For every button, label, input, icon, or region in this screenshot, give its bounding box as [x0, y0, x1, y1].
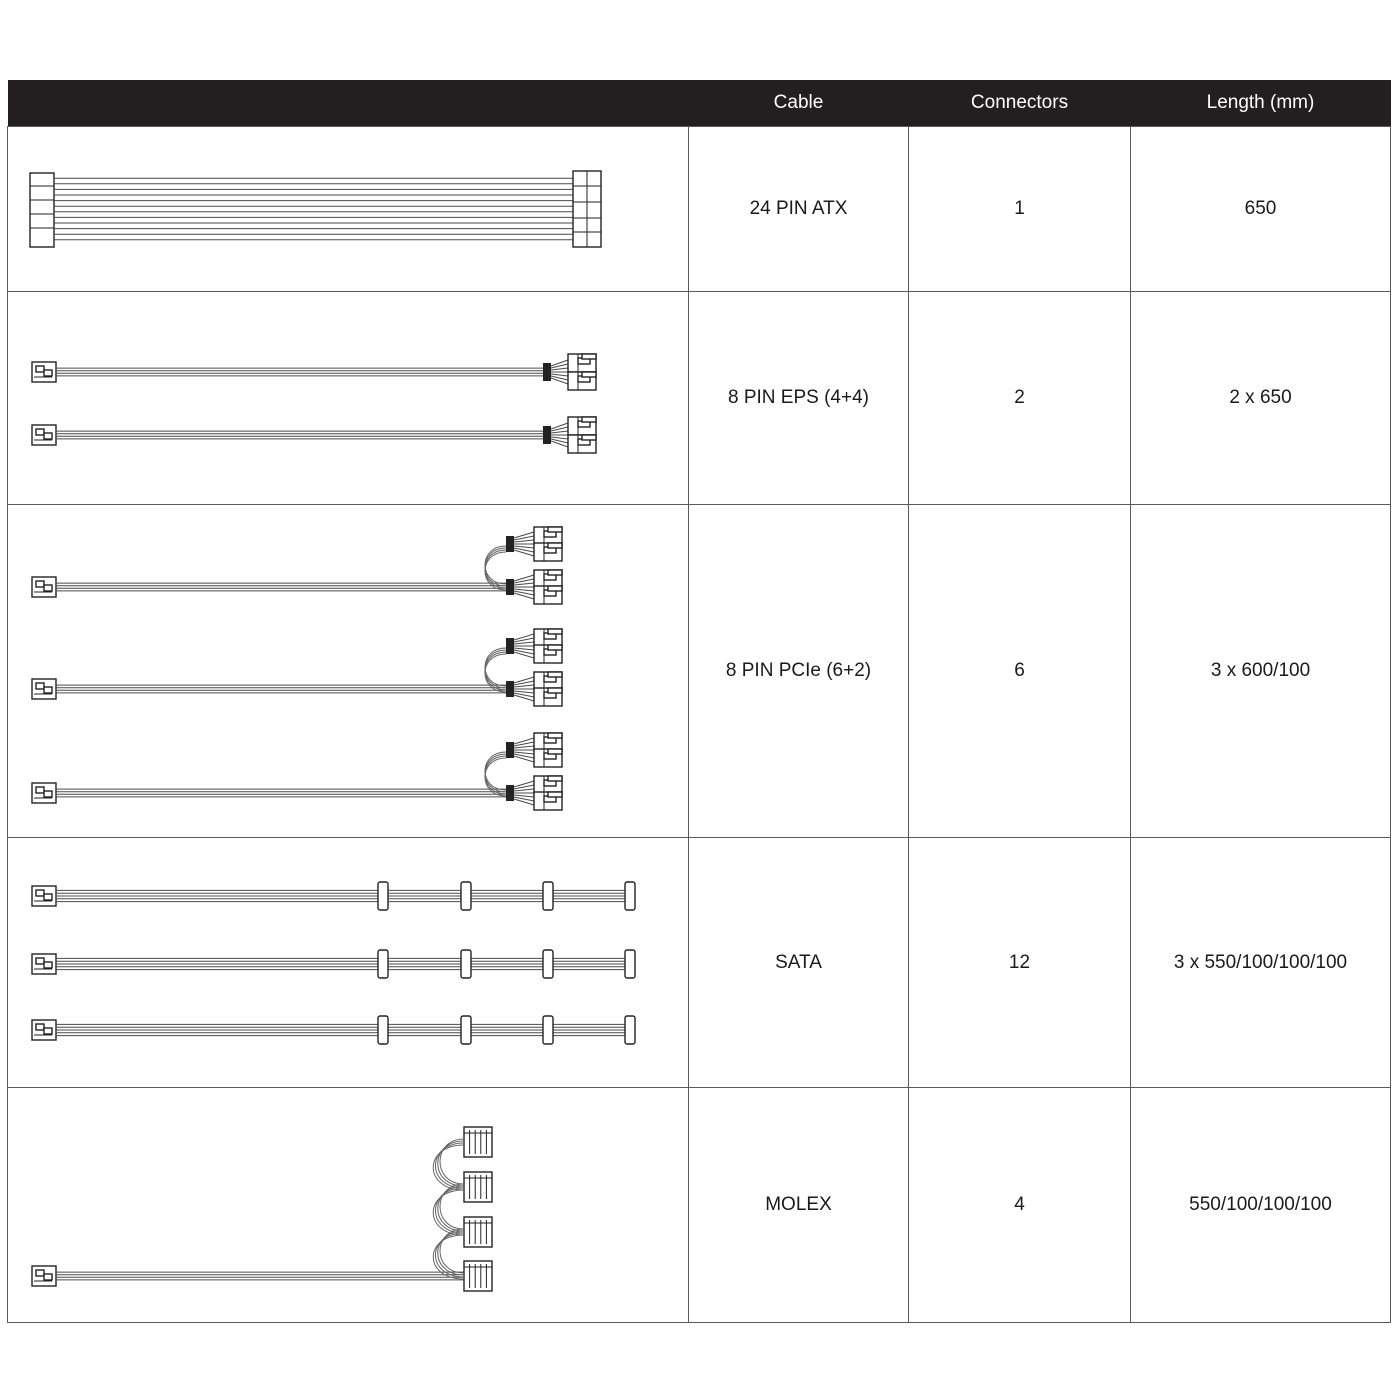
cable-image-cell — [8, 292, 689, 505]
cable-image-cell — [8, 1088, 689, 1323]
header-cable: Cable — [689, 80, 909, 127]
cable-length: 550/100/100/100 — [1131, 1088, 1391, 1323]
cable-name: 8 PIN PCIe (6+2) — [689, 505, 909, 838]
cable-name: MOLEX — [689, 1088, 909, 1323]
table-row — [8, 127, 1391, 292]
atx-24pin-cable-icon — [8, 128, 689, 291]
cable-name: 8 PIN EPS (4+4) — [689, 292, 909, 505]
table-row — [8, 292, 1391, 505]
cable-image-cell — [8, 838, 689, 1088]
cable-length: 2 x 650 — [1131, 292, 1391, 505]
table-header-row — [8, 80, 1391, 127]
eps-8pin-cable-icon — [8, 293, 689, 504]
cable-spec-table — [7, 80, 1391, 1323]
table-row — [8, 838, 1391, 1088]
cable-length: 650 — [1131, 127, 1391, 292]
header-image-column — [8, 80, 689, 127]
cable-name: 24 PIN ATX — [689, 127, 909, 292]
cable-length: 3 x 600/100 — [1131, 505, 1391, 838]
cable-length: 3 x 550/100/100/100 — [1131, 838, 1391, 1088]
connector-count: 2 — [909, 292, 1131, 505]
sata-cable-icon — [8, 839, 689, 1087]
table-row — [8, 505, 1391, 838]
connector-count: 4 — [909, 1088, 1131, 1323]
cable-name: SATA — [689, 838, 909, 1088]
molex-cable-icon — [8, 1089, 689, 1322]
header-length: Length (mm) — [1131, 80, 1391, 127]
cable-spec-sheet — [7, 80, 1390, 1323]
cable-image-cell — [8, 127, 689, 292]
cable-image-cell — [8, 505, 689, 838]
table-row — [8, 1088, 1391, 1323]
header-connectors: Connectors — [909, 80, 1131, 127]
connector-count: 6 — [909, 505, 1131, 838]
connector-count: 12 — [909, 838, 1131, 1088]
connector-count: 1 — [909, 127, 1131, 292]
pcie-8pin-cable-icon — [8, 506, 689, 837]
